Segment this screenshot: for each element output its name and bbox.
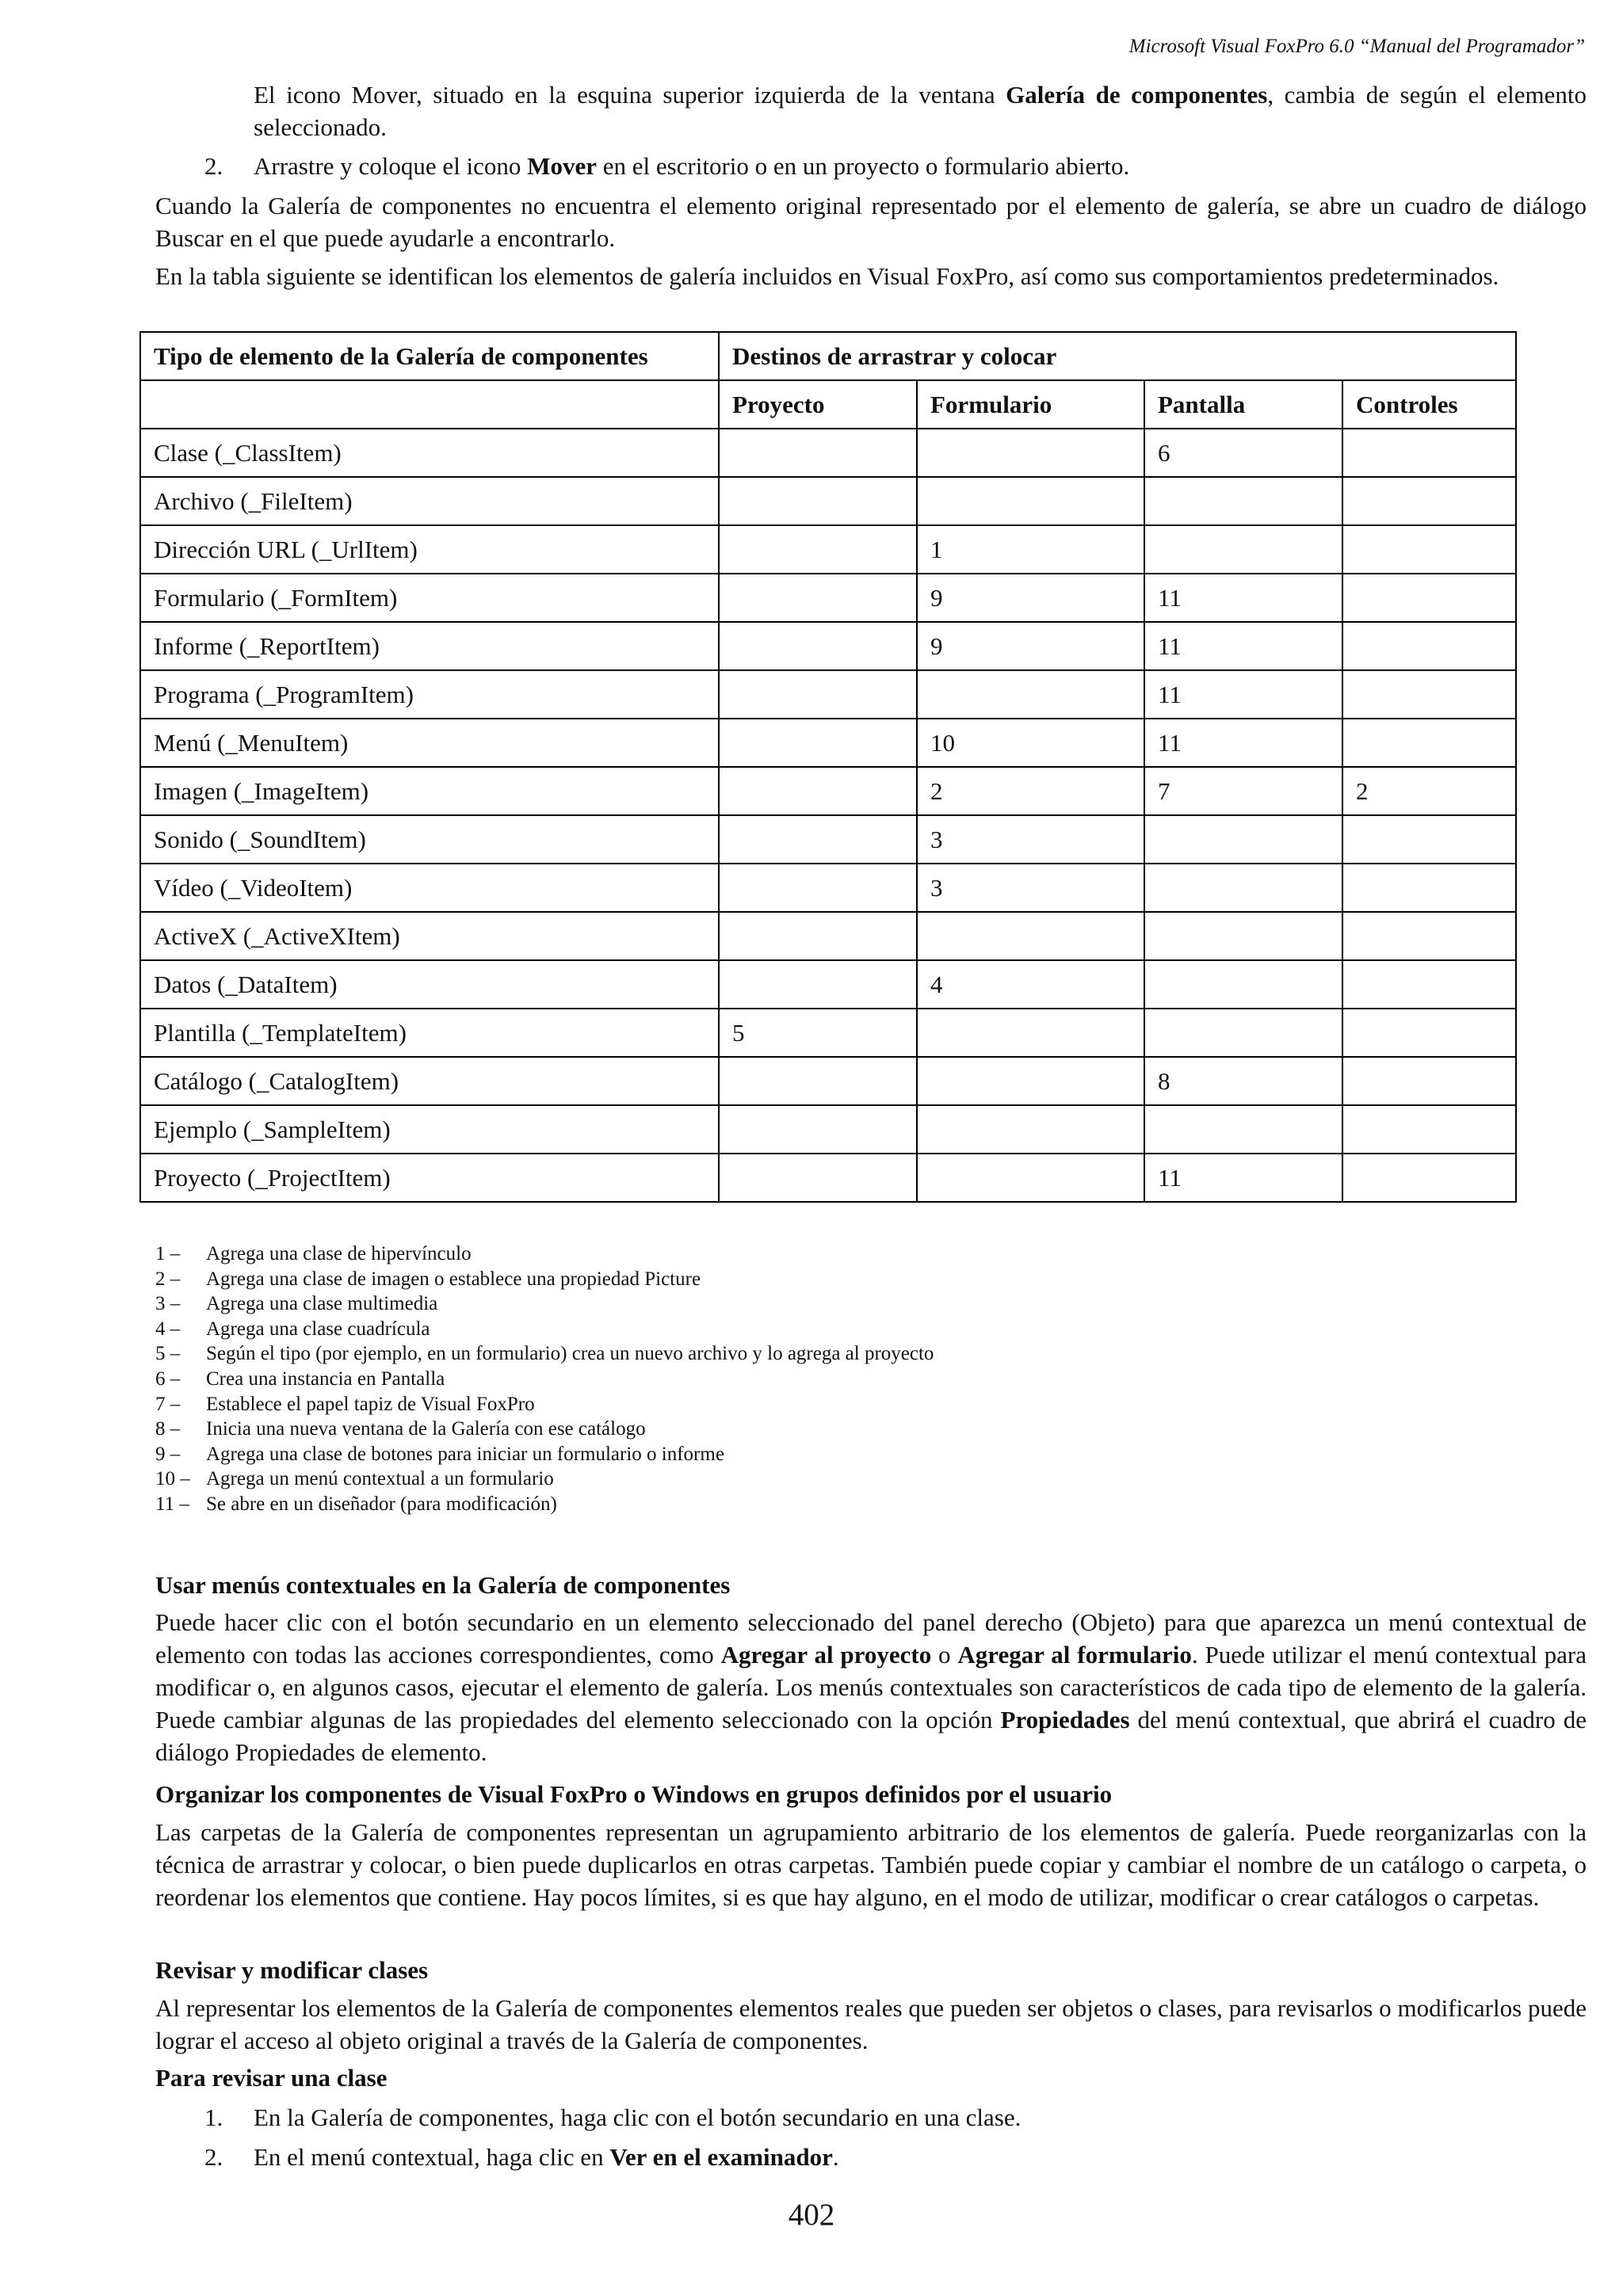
cell-pantalla [1144,1009,1342,1057]
heading-to-review-class: Para revisar una clase [155,2064,388,2092]
footnote [155,1291,934,1317]
cell-type: ActiveX (_ActiveXItem) [140,912,719,960]
table-row [140,1105,1516,1154]
footnote-text: Crea una instancia en Pantalla [206,1367,445,1390]
cell-type: Sonido (_SoundItem) [140,815,719,864]
table-subheader-row [140,380,1516,429]
cell-formulario [917,1154,1144,1202]
cell-proyecto [719,1154,917,1202]
subheader-controles: Controles [1342,380,1516,429]
table-row [140,622,1516,670]
footnote [155,1392,934,1417]
cell-proyecto [719,477,917,525]
footnote [155,1341,934,1367]
review-step-2-text [254,2141,1587,2173]
table-row [140,525,1516,574]
cell-type: Programa (_ProgramItem) [140,670,719,719]
cell-formulario: 10 [917,719,1144,767]
cell-controles [1342,864,1516,912]
step-2-text-a: Arrastre y coloque el icono [254,152,528,180]
cell-controles [1342,1105,1516,1154]
cell-proyecto [719,767,917,815]
cell-pantalla [1144,525,1342,574]
heading-review-classes: Revisar y modificar clases [155,1956,429,1984]
step-2-bold-mover: Mover [527,152,597,180]
cell-proyecto [719,429,917,477]
footnote-number: 7 – [155,1393,181,1415]
cell-controles [1342,574,1516,622]
cell-formulario [917,1105,1144,1154]
footnote-number: 10 – [155,1468,190,1490]
footnote-text: Se abre en un diseñador (para modificación) [206,1493,557,1515]
table-body [140,429,1516,1202]
table-row [140,1009,1516,1057]
cell-pantalla [1144,1105,1342,1154]
cell-type: Proyecto (_ProjectItem) [140,1154,719,1202]
table-row [140,429,1516,477]
footnote [155,1241,934,1267]
cell-type: Dirección URL (_UrlItem) [140,525,719,574]
cell-controles [1342,622,1516,670]
footnote [155,1267,934,1292]
cell-proyecto [719,912,917,960]
bold-propiedades: Propiedades [1000,1706,1130,1733]
footnote-text: Agrega una clase cuadrícula [206,1318,430,1340]
cell-controles [1342,525,1516,574]
table-row [140,670,1516,719]
header-drop-targets: Destinos de arrastrar y colocar [719,332,1516,380]
cell-formulario [917,477,1144,525]
context-text-3: . Puede utilizar el menú contextual para modificar o, en algunos casos, ejecutar el elemento de galería. Los menús contextuales son característicos de cada tipo de elemento de la galería. Puede cambiar algunas de las propiedades del elemento seleccionado con la opción [155,1641,1587,1733]
footnote-number: 2 – [155,1268,181,1290]
heading-context-menus: Usar menús contextuales en la Galería de componentes [155,1571,731,1599]
bold-agregar-formulario: Agregar al formulario [957,1641,1192,1669]
cell-controles [1342,429,1516,477]
cell-pantalla [1144,815,1342,864]
cell-formulario: 4 [917,960,1144,1009]
footnote-number: 4 – [155,1318,181,1340]
footnote-number: 11 – [155,1493,189,1515]
subheader-empty [140,380,719,429]
header-item-type: Tipo de elemento de la Galería de componentes [140,332,719,380]
subheader-proyecto: Proyecto [719,380,917,429]
context-text-4: del menú contextual, que abrirá el cuadro de diálogo Propiedades de elemento. [155,1706,1587,1766]
review-step-1-text: En la Galería de componentes, haga clic con el botón secundario en una clase. [254,2103,1022,2131]
cell-formulario: 9 [917,574,1144,622]
footnote [155,1317,934,1342]
cell-formulario: 2 [917,767,1144,815]
cell-pantalla: 8 [1144,1057,1342,1105]
paragraph-table-intro: En la tabla siguiente se identifican los elementos de galería incluidos en Visual FoxPro, así como sus comportamientos predeterminados. [155,262,1499,290]
cell-controles [1342,960,1516,1009]
cell-formulario [917,1009,1144,1057]
footnote [155,1417,934,1442]
cell-controles [1342,815,1516,864]
table-row [140,719,1516,767]
cell-pantalla [1144,960,1342,1009]
cell-type: Ejemplo (_SampleItem) [140,1105,719,1154]
cell-formulario: 3 [917,815,1144,864]
footnote-number: 3 – [155,1293,181,1315]
cell-type: Archivo (_FileItem) [140,477,719,525]
cell-type: Menú (_MenuItem) [140,719,719,767]
cell-type: Vídeo (_VideoItem) [140,864,719,912]
cell-type: Formulario (_FormItem) [140,574,719,622]
cell-pantalla: 6 [1144,429,1342,477]
intro-text-a: El icono Mover, situado en la esquina superior izquierda de la ventana [254,81,1006,109]
cell-type: Clase (_ClassItem) [140,429,719,477]
table-row [140,574,1516,622]
cell-proyecto [719,670,917,719]
cell-proyecto [719,574,917,622]
cell-pantalla: 11 [1144,622,1342,670]
footnote-text: Inicia una nueva ventana de la Galería con ese catálogo [206,1418,646,1440]
paragraph-review-classes: Al representar los elementos de la Galería de componentes elementos reales que pueden ser objetos o clases, para revisarlos o modificarlos puede lograr el acceso al objeto original a través de la Galería de componentes. [155,1994,1587,2054]
step-2-number: 2. [204,152,223,180]
review-step-2-number: 2. [204,2143,223,2171]
table-row [140,767,1516,815]
cell-pantalla: 11 [1144,574,1342,622]
cell-type: Informe (_ReportItem) [140,622,719,670]
cell-formulario: 9 [917,622,1144,670]
cell-proyecto [719,864,917,912]
footnote-text: Agrega una clase multimedia [206,1293,438,1315]
cell-controles [1342,670,1516,719]
cell-pantalla: 7 [1144,767,1342,815]
context-text-1: Puede hacer clic con el botón secundario en un elemento seleccionado del panel derecho (Objeto) para que aparezca un menú contextual de elemento con todas las acciones correspondientes, como [155,1608,1587,1669]
footnote [155,1492,934,1517]
step-2-text-c: en el escritorio o en un proyecto o formulario abierto. [596,152,1130,180]
cell-proyecto: 5 [719,1009,917,1057]
footnote-number: 9 – [155,1443,181,1465]
cell-type: Datos (_DataItem) [140,960,719,1009]
footnote-text: Agrega una clase de imagen o establece una propiedad Picture [206,1268,701,1290]
context-text-2: o [931,1641,958,1669]
cell-formulario [917,1057,1144,1105]
table-row [140,1154,1516,1202]
review-step-2-text-a: En el menú contextual, haga clic en [254,2143,610,2171]
bold-agregar-proyecto: Agregar al proyecto [720,1641,932,1669]
table-row [140,477,1516,525]
intro-text-c: , cambia de según el elemento seleccionado. [254,81,1587,141]
cell-type: Imagen (_ImageItem) [140,767,719,815]
table-footnotes [155,1241,934,1517]
footnote-text: Según el tipo (por ejemplo, en un formulario) crea un nuevo archivo y lo agrega al proyecto [206,1343,934,1365]
cell-pantalla [1144,864,1342,912]
gallery-items-table [139,331,1517,1203]
cell-type: Catálogo (_CatalogItem) [140,1057,719,1105]
table-row [140,912,1516,960]
heading-user-groups: Organizar los componentes de Visual FoxPro o Windows en grupos definidos por el usuario [155,1780,1113,1808]
cell-formulario: 1 [917,525,1144,574]
paragraph-context-menus [155,1606,1587,1768]
subheader-formulario: Formulario [917,380,1144,429]
footnote [155,1466,934,1492]
footnote-number: 5 – [155,1343,181,1365]
cell-controles: 2 [1342,767,1516,815]
intro-bold-galeria: Galería de componentes [1006,81,1268,109]
footnote-text: Establece el papel tapiz de Visual FoxPro [206,1393,535,1415]
footnote-number: 1 – [155,1243,181,1264]
paragraph-user-groups: Las carpetas de la Galería de componentes representan un agrupamiento arbitrario de los elementos de galería. Puede reorganizarlas con la técnica de arrastrar y colocar, o bien puede duplicarlos en otras carpetas. También puede copiar y cambiar el nombre de un catálogo o carpeta, o reordenar los elementos que contiene. Hay pocos límites, si es que hay alguno, en el modo de utilizar, modificar o crear catálogos o carpetas. [155,1818,1587,1911]
cell-proyecto [719,719,917,767]
cell-pantalla [1144,477,1342,525]
subheader-pantalla: Pantalla [1144,380,1342,429]
footnote [155,1442,934,1467]
running-header: Microsoft Visual FoxPro 6.0 “Manual del Programador” [1128,36,1585,57]
cell-proyecto [719,960,917,1009]
bold-ver-examinador: Ver en el examinador [609,2143,833,2171]
cell-pantalla: 11 [1144,670,1342,719]
cell-pantalla [1144,912,1342,960]
footnote-number: 6 – [155,1367,181,1390]
cell-formulario: 3 [917,864,1144,912]
cell-formulario [917,670,1144,719]
footnote-text: Agrega una clase de hipervínculo [206,1243,472,1264]
cell-controles [1342,1154,1516,1202]
cell-controles [1342,1009,1516,1057]
cell-pantalla: 11 [1144,1154,1342,1202]
review-step-2-text-c: . [832,2143,839,2171]
cell-formulario [917,912,1144,960]
table-header-row [140,332,1516,380]
cell-formulario [917,429,1144,477]
footnote [155,1367,934,1392]
cell-pantalla: 11 [1144,719,1342,767]
table-row [140,1057,1516,1105]
cell-controles [1342,912,1516,960]
review-step-1-number: 1. [204,2103,223,2131]
cell-type: Plantilla (_TemplateItem) [140,1009,719,1057]
cell-proyecto [719,525,917,574]
cell-controles [1342,477,1516,525]
cell-proyecto [719,1057,917,1105]
footnote-number: 8 – [155,1418,181,1440]
cell-proyecto [719,622,917,670]
table-row [140,864,1516,912]
paragraph-buscar-dialog: Cuando la Galería de componentes no encuentra el elemento original representado por el elemento de galería, se abre un cuadro de diálogo Buscar en el que puede ayudarle a encontrarlo. [155,192,1587,252]
footnote-text: Agrega una clase de botones para iniciar un formulario o informe [206,1443,724,1465]
footnote-text: Agrega un menú contextual a un formulario [206,1468,554,1490]
intro-paragraph-mover-icon [254,78,1587,143]
page-number: 402 [788,2198,835,2232]
table-row [140,815,1516,864]
cell-controles [1342,1057,1516,1105]
cell-controles [1342,719,1516,767]
cell-proyecto [719,1105,917,1154]
step-2-text [254,150,1587,182]
table-row [140,960,1516,1009]
cell-proyecto [719,815,917,864]
